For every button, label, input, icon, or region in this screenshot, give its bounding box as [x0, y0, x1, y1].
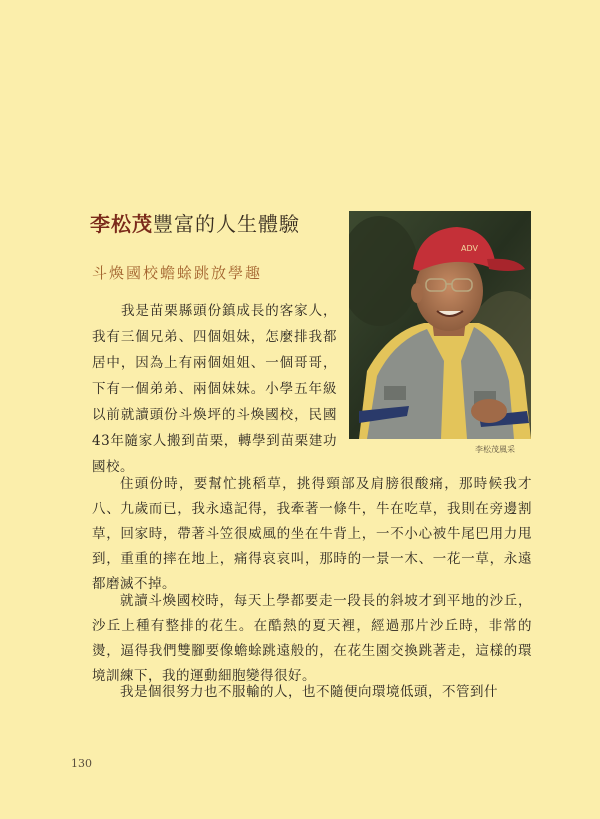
- intro-paragraph: 我是苗栗縣頭份鎮成長的客家人，我有三個兄弟、四個姐妹，怎麼排我都居中，因為上有兩個姐姐、一個哥哥，下有一個弟弟、兩個妹妹。小學五年級以前就讀頭份斗煥坪的斗煥國校，民國43年隨家人搬到苗栗，轉學到苗栗建功國校。: [92, 303, 337, 475]
- page-number: 130: [71, 757, 92, 770]
- portrait-photo: [349, 211, 531, 439]
- title-rest: 豐富的人生體驗: [153, 212, 300, 236]
- article-title: [90, 208, 300, 237]
- body-paragraph: 我是個很努力也不服輸的人，也不隨便向環境低頭，不管到什: [120, 684, 498, 700]
- portrait-illustration: [349, 211, 531, 439]
- body-paragraph: 住頭份時，要幫忙挑稻草，挑得頸部及肩膀很酸痛，那時候我才八、九歲而已，我永遠記得，我牽著一條牛，牛在吃草，我則在旁邊割草，回家時，帶著斗笠很威風的坐在牛背上，一不小心被牛尾巴用力甩到，重重的摔在地上，痛得哀哀叫，那時的一景一木、一花一草，永遠都磨滅不掉。: [92, 476, 532, 592]
- body-paragraph: 就讀斗煥國校時，每天上學都要走一段長的斜坡才到平地的沙丘，沙丘上種有整排的花生。在酷熱的夏天裡，經過那片沙丘時，非常的燙，逼得我們雙腳要像蟾蜍跳遠般的，在花生園交換跳著走，這樣的環境訓練下，我的運動細胞變得很好。: [92, 593, 532, 684]
- title-name: 李松茂: [90, 212, 153, 236]
- section-subtitle: 斗煥國校蟾蜍跳放學趣: [92, 264, 263, 282]
- svg-text:ADV: ADV: [461, 244, 478, 253]
- photo-caption: 李松茂風采: [475, 445, 515, 454]
